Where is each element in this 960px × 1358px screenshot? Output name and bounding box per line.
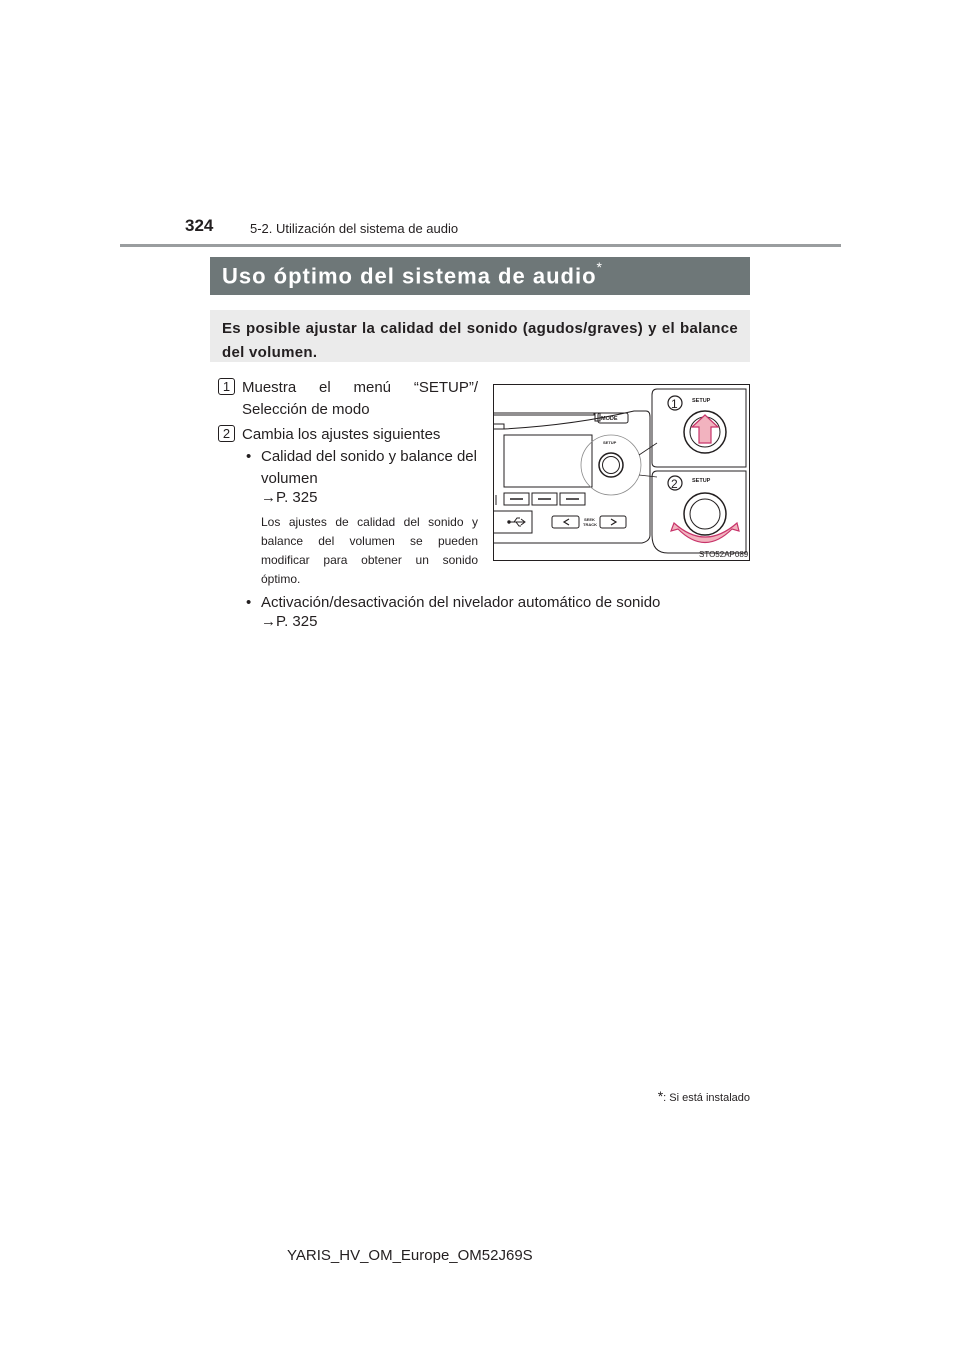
footnote: *: Si está instalado — [657, 1088, 750, 1104]
bullet-2-line1: Activación/desactivación del nivelador automático de sonido — [261, 594, 661, 611]
rotate-arrow-icon — [671, 523, 739, 543]
page-title — [210, 257, 750, 295]
figure-code: STO52AP089 — [699, 550, 749, 559]
arrow-right-icon: → — [261, 613, 276, 630]
note-line-2: balance del volumen se pueden — [261, 534, 478, 548]
title-mark: * — [596, 259, 603, 275]
page-title-text: Uso óptimo del sistema de audio — [222, 263, 597, 289]
setup-label-panel: SETUP — [603, 440, 617, 445]
bullet-dot: • — [246, 448, 252, 465]
asterisk-icon: * — [657, 1088, 664, 1104]
callout-2: 2 — [671, 477, 678, 491]
bullet-1-line2: volumen — [261, 470, 318, 487]
step-2-line1: Cambia los ajustes siguientes — [242, 426, 441, 443]
bullet-1-line1: Calidad del sonido y balance del — [261, 448, 477, 465]
step-number-1: 1 — [218, 378, 235, 395]
arrow-right-icon: → — [261, 489, 276, 506]
press-arrow-icon — [692, 415, 718, 443]
step-1-line1: Muestra el menú “SETUP”/ — [242, 379, 478, 396]
footer-code: YARIS_HV_OM_Europe_OM52J69S — [287, 1247, 533, 1264]
page-number: 324 — [185, 216, 214, 235]
bullet-1-ref: →P. 325 — [261, 489, 318, 506]
track-label: TRACK — [583, 522, 597, 527]
note-line-1: Los ajustes de calidad del sonido y — [261, 515, 478, 529]
mode-label: MODE — [601, 416, 618, 422]
note-line-4: óptimo. — [261, 572, 301, 586]
usb-icon — [508, 518, 525, 526]
audio-panel-illustration — [493, 384, 750, 561]
note-line-3: modificar para obtener un sonido — [261, 553, 478, 567]
callout-1: 1 — [671, 397, 678, 411]
audio-panel-drawing — [494, 385, 749, 560]
setup-label-2: SETUP — [692, 478, 711, 484]
step-1-line2: Selección de modo — [242, 401, 370, 418]
section-title: 5-2. Utilización del sistema de audio — [250, 221, 459, 236]
bullet-dot: • — [246, 594, 252, 611]
header-rule — [120, 244, 841, 247]
seek-label: SEEK — [584, 517, 595, 522]
step-number-2: 2 — [218, 425, 235, 442]
intro-box: Es posible ajustar la calidad del sonido (agudos/graves) y el balance del volumen. — [210, 310, 750, 362]
bullet-2-ref: →P. 325 — [261, 613, 318, 630]
setup-label-1: SETUP — [692, 398, 711, 404]
